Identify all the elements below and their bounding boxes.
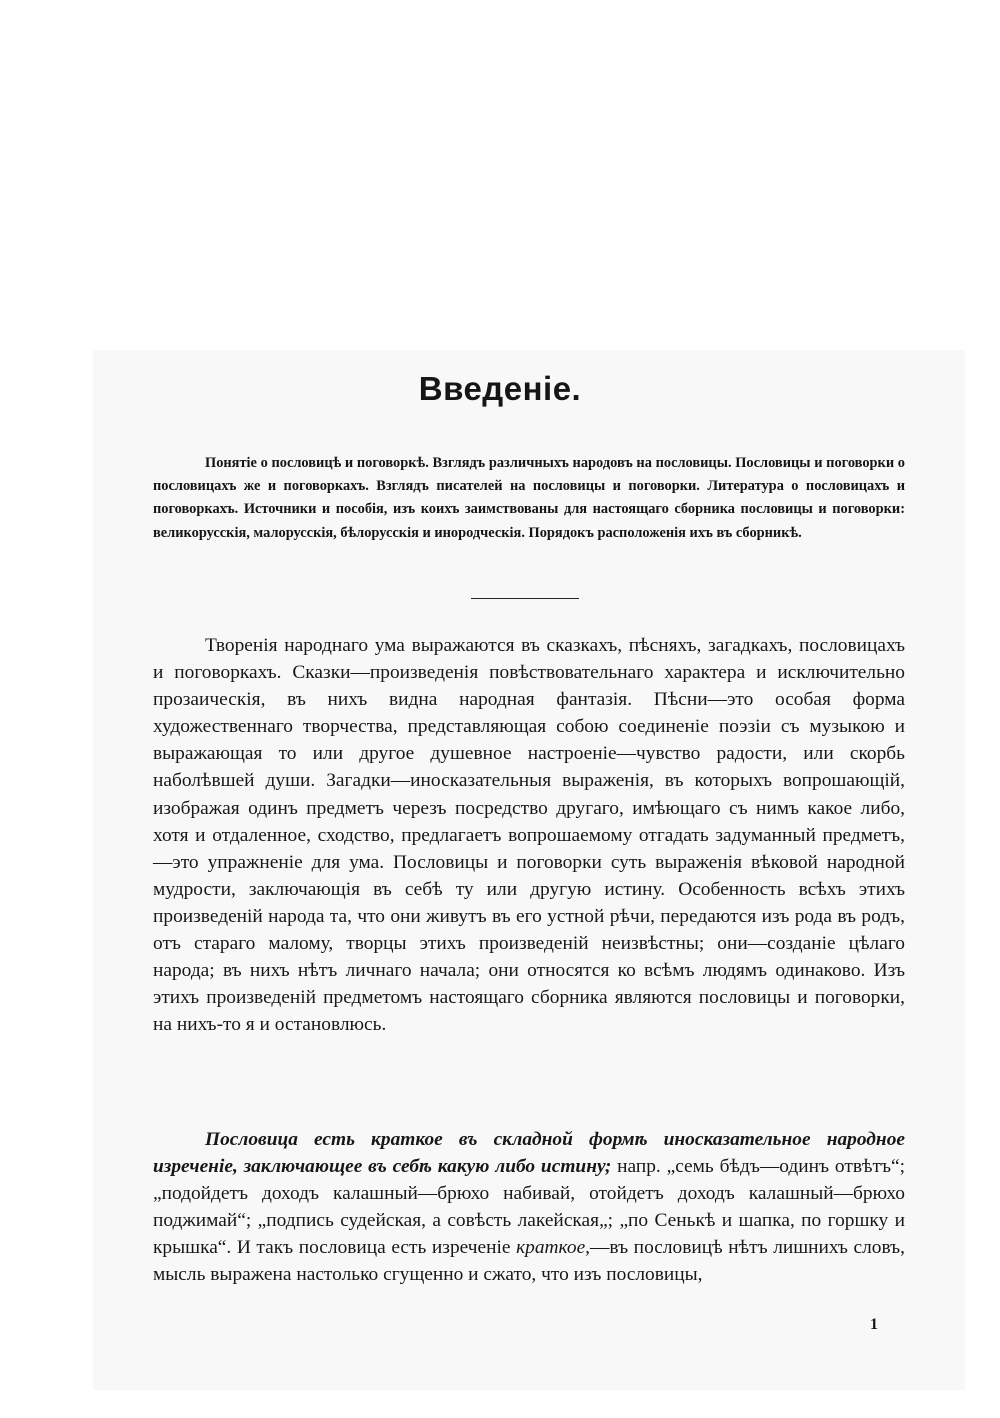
paragraph-2 [153,1126,905,1289]
paragraph-1: Творенія народнаго ума выражаются въ сказкахъ, пѣсняхъ, загадкахъ, пословицахъ и поговоркахъ. Сказки—произведенія повѣствовательнаго характера и исключительно прозаическія, въ нихъ видна народная фантазія. Пѣсни—это особая форма художественнаго творчества, представляющая собою соединеніе поэзіи съ музыкою и выражающая то или другое душевное настроеніе—чувство радости, или скорбь наболѣвшей души. Загадки—иносказательныя выраженія, въ которыхъ вопрошающій, изображая одинъ предметъ черезъ посредство другаго, имѣющаго съ нимъ какое либо, хотя и отдаленное, сходство, предлагаетъ вопрошаемому отгадать задуманный предметъ,—это упражненіе для ума. Пословицы и поговорки суть выраженія вѣковой народной мудрости, заключающія въ себѣ ту или другую истину. Особенность всѣхъ этихъ произведеній народа та, что они живутъ въ его устной рѣчи, передаются изъ рода въ родъ, отъ стараго малому, творцы этихъ произведеній неизвѣстны; они—созданіе цѣлаго народа; въ нихъ нѣтъ личнаго начала; они относятся ко всѣмъ людямъ одинаково. Изъ этихъ произведеній предметомъ настоящаго сборника являются пословицы и поговорки, на нихъ-то я и остановлюсь. [153,635,905,1036]
section-divider [471,598,579,599]
page-title: Введеніе. [418,370,582,407]
chapter-summary: Понятіе о пословицѣ и поговоркѣ. Взглядъ различныхъ народовъ на пословицы. Пословицы и поговорки о пословицахъ же и поговоркахъ. Взглядъ писателей на пословицы и поговорки. Литература о пословицахъ и поговоркахъ. Источники и пособія, изъ коихъ заимствованы для настоящаго сборника пословицы и поговорки: великорусскія, малорусскія, бѣлорусскія и инородческія. Порядокъ расположенія ихъ въ сборникѣ. [153,455,905,541]
paragraph-2-emphasis: краткое, [516,1237,591,1259]
proverb-definition: Пословица есть краткое въ складной формѣ иносказательное народное изреченіе, заключающее въ себѣ какую либо истину; [153,1129,905,1178]
paragraph-2-text-b: —въ пословицѣ нѣтъ лишнихъ словъ, мысль выражена настолько сгущенно и сжато, что изъ пословицы, [153,1237,906,1286]
paragraph-2-text-a: напр. „семь бѣдъ—одинъ отвѣтъ“; „подойдетъ доходъ калашный—брюхо набивай, отойдетъ доходъ калашный—брюхо поджимай“; „подпись судейская, а совѣсть лакейская„; „по Сенькѣ и шапка, по горшку и крышка“. И такъ пословица есть изреченіе [153,1156,905,1259]
page-number: 1 [870,1316,878,1333]
